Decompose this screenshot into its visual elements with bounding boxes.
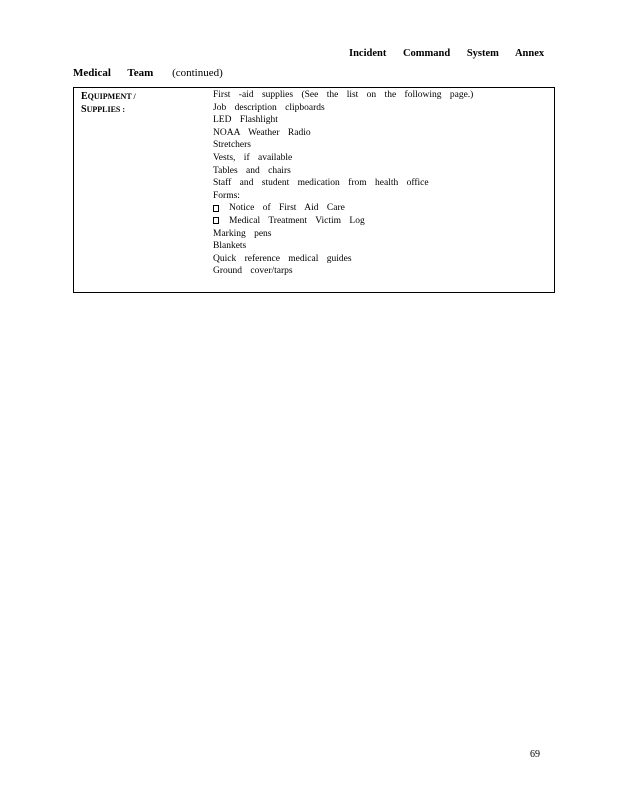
section-continued: (continued): [172, 67, 223, 79]
checkbox-glyph-icon: [213, 205, 219, 212]
section-heading: [73, 67, 223, 79]
list-item: Stretchers: [213, 140, 251, 151]
page-number: 69: [530, 749, 540, 760]
list-item: Staff and student medication from health office: [213, 178, 429, 189]
list-item: Ground cover/tarps: [213, 266, 293, 277]
list-item: First -aid supplies (See the list on the following page.): [213, 90, 474, 100]
list-item: NOAA Weather Radio: [213, 127, 311, 138]
list-item: LED Flashlight: [213, 115, 278, 126]
list-item: Job description clipboards: [213, 102, 325, 113]
list-item-checkbox: [213, 215, 473, 228]
list-item: Tables and chairs: [213, 165, 291, 176]
list-item: Vests, if available: [213, 152, 293, 163]
supplies-list: [213, 89, 473, 278]
box-label: [81, 90, 136, 116]
checkbox-glyph-icon: [213, 217, 219, 224]
list-item: Forms:: [213, 190, 240, 201]
list-item: Blankets: [213, 241, 247, 252]
list-item-label: Medical Treatment Victim Log: [229, 215, 365, 226]
list-item-label: Notice of First Aid Care: [229, 203, 345, 214]
label-line-1: EQUIPMENT /: [81, 91, 136, 102]
list-item: Quick reference medical guides: [213, 253, 352, 264]
equipment-supplies-box: [73, 87, 555, 293]
list-item-checkbox: [213, 202, 473, 215]
list-item: Marking pens: [213, 228, 272, 239]
header-title: Incident Command System Annex: [349, 48, 545, 59]
label-line-2: SUPPLIES :: [81, 104, 126, 115]
section-title: Medical Team: [73, 67, 154, 79]
